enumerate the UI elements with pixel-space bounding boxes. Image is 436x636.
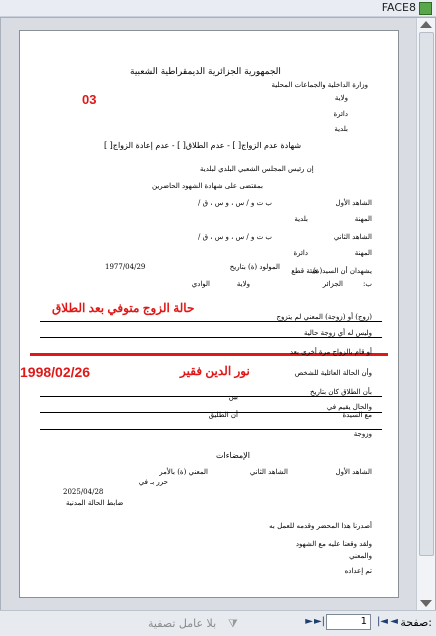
nav-first-button[interactable]: |◄ xyxy=(376,616,388,627)
nav-next-button[interactable]: ► xyxy=(305,616,313,627)
filter-icon: ⧩ xyxy=(228,617,238,630)
doc-header: الجمهورية الجزائرية الديمقراطية الشعبية xyxy=(130,67,281,77)
city2-value: الوادي xyxy=(191,280,210,288)
witness2-label: الشاهد الثاني xyxy=(333,233,372,241)
address1: بلدية xyxy=(294,215,308,223)
window-title: FACE8 xyxy=(381,1,416,14)
signature-1: الشاهد الأول xyxy=(335,468,372,476)
footer-line2: ولقد وقعنا عليه مع الشهود xyxy=(295,540,372,548)
line4: وأن الحالة العائلية للشخص xyxy=(294,369,372,377)
signatures-title: الإمضاءات xyxy=(216,451,250,460)
line6: والحال يقيم في xyxy=(326,403,372,411)
address2: دائرة xyxy=(293,249,308,257)
footer-line4: تم إعداده xyxy=(344,567,372,575)
birth-date: 1977/04/29 xyxy=(105,263,146,271)
profession1: المهنة xyxy=(354,215,372,223)
line10: وزوجة xyxy=(353,430,372,438)
line7: بين xyxy=(228,393,238,401)
certificate-title: شهادة عدم الزواج[ ] - عدم الطلاق[ ] - عدم إعادة الزواج[ ] xyxy=(104,141,302,150)
named-label: يشهدان أن السيد(ة) xyxy=(313,267,372,275)
issue-date: 2025/04/28 xyxy=(63,488,104,496)
line7-underline xyxy=(40,429,382,430)
line3: أو قام بالزواج مرة أخرى بعد xyxy=(289,348,372,356)
line5: بأن الطلاق كان بتاريخ xyxy=(310,388,372,396)
officer-label: ضابط الحالة المدنية xyxy=(66,499,124,507)
issued-label: حرر بـ في xyxy=(138,478,168,486)
wilaya-label: ولاية xyxy=(334,94,348,102)
nav-prev-button[interactable]: ◄ xyxy=(390,616,398,627)
city1-value: الجزائر xyxy=(322,280,343,288)
line9: مع السيدة xyxy=(342,411,372,419)
footer-line1: أصدرنا هذا المحضر وقدمه للعمل به xyxy=(269,522,372,530)
city1-label: ب: xyxy=(363,280,372,288)
witness2-born: ب ت و / س ، و س ، ق / xyxy=(198,233,272,241)
status-bar xyxy=(0,610,436,636)
report-icon xyxy=(419,2,432,15)
spouse-annotation: نور الدين فقير xyxy=(180,364,250,378)
line5-underline xyxy=(40,396,382,397)
name-value: هيئة قطع xyxy=(291,267,318,275)
scroll-down-icon[interactable] xyxy=(420,600,432,607)
witness1-born: ب ت و / س ، و س ، ق / xyxy=(198,199,272,207)
line2-underline xyxy=(40,337,382,338)
line1: (زوج) أو (زوجة) المعني لم يتزوج xyxy=(276,313,372,321)
page-number-input[interactable]: 1 xyxy=(326,614,371,630)
date-annotation: 1998/02/26 xyxy=(20,364,91,380)
scroll-up-icon[interactable] xyxy=(420,21,432,28)
daira-label: دائرة xyxy=(333,110,348,118)
doc-number: 03 xyxy=(82,92,97,107)
witness1-label: الشاهد الأول xyxy=(335,199,372,207)
page-label: صفحة: xyxy=(400,616,432,629)
line8: أن الطليق xyxy=(208,411,238,419)
line2: وليس له أي زوجة حالية xyxy=(303,329,372,337)
ministry-line: وزارة الداخلية والجماعات المحلية xyxy=(271,81,368,89)
status-annotation: حالة الزوج متوفي بعد الطلاق xyxy=(52,301,195,315)
baladia-label: بلدية xyxy=(334,125,348,133)
vertical-scrollbar[interactable] xyxy=(416,18,435,610)
profession2: المهنة xyxy=(354,249,372,257)
nav-last-button[interactable]: ►| xyxy=(313,616,325,627)
based-on-line: بمقتضى على شهادة الشهود الحاضرين xyxy=(152,182,263,190)
footer-line3: والمعني xyxy=(349,552,372,560)
filter-status[interactable]: بلا عامل تصفية xyxy=(148,617,217,630)
born-at-label: المولود (ة) بتاريخ xyxy=(229,263,280,271)
city2-label: ولاية xyxy=(236,280,250,288)
title-bar xyxy=(0,0,436,17)
signature-2: الشاهد الثاني xyxy=(249,468,288,476)
signature-3: المعني (ة) بالأمر xyxy=(159,468,208,476)
mayor-line: إن رئيس المجلس الشعبي البلدي لبلدية xyxy=(200,165,314,173)
report-view xyxy=(0,17,436,611)
document-page xyxy=(19,30,399,598)
scroll-thumb[interactable] xyxy=(419,32,434,556)
line1-underline xyxy=(40,321,382,322)
